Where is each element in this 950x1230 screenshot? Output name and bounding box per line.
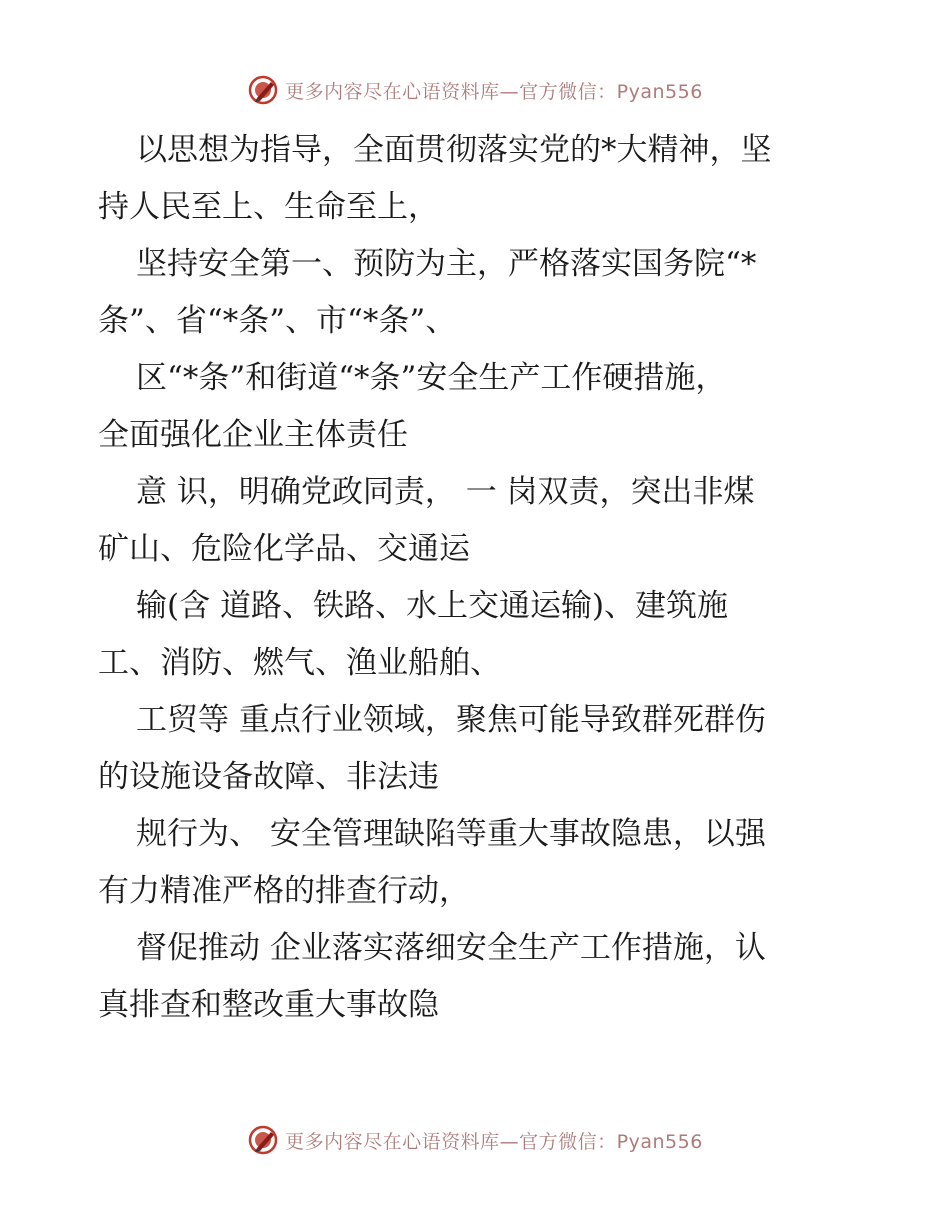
paragraph-5 xyxy=(98,578,858,692)
paragraph-line: 区“*条”和街道“*条”安全生产工作硬措施， xyxy=(136,360,727,396)
pen-seal-logo-icon xyxy=(247,74,279,106)
paragraph-line: 工贸等 重点行业领域，聚焦可能导致群死群伤 xyxy=(136,702,766,738)
paragraph-line: 全面强化企业主体责任 xyxy=(98,417,408,453)
paragraph-line: 真排查和整改重大事故隐 xyxy=(98,987,439,1023)
header-watermark-banner xyxy=(0,70,950,110)
paragraph-line: 持人民至上、生命至上， xyxy=(98,189,439,225)
footer-watermark-text: 更多内容尽在心语资料库—官方微信：Pyan556 xyxy=(285,1130,703,1153)
paragraph-line: 意 识，明确党政同责， 一 岗双责，突出非煤 xyxy=(136,474,755,510)
paragraph-line: 规行为、 安全管理缺陷等重大事故隐患，以强 xyxy=(136,816,766,852)
paragraph-4 xyxy=(98,464,858,578)
paragraph-7 xyxy=(98,806,858,920)
paragraph-line: 工、消防、燃气、渔业船舶、 xyxy=(98,645,501,681)
paragraph-line: 有力精准严格的排查行动， xyxy=(98,873,470,909)
header-watermark-text: 更多内容尽在心语资料库—官方微信：Pyan556 xyxy=(285,80,703,103)
paragraph-1 xyxy=(98,122,858,236)
paragraph-line: 督促推动 企业落实落细安全生产工作措施，认 xyxy=(136,930,766,966)
paragraph-line: 坚持安全第一、预防为主，严格落实国务院“* xyxy=(136,246,757,282)
paragraph-6 xyxy=(98,692,858,806)
paragraph-8 xyxy=(98,920,858,1034)
paragraph-line: 以思想为指导，全面贯彻落实党的*大精神，坚 xyxy=(136,132,772,168)
footer-watermark-banner xyxy=(0,1120,950,1160)
paragraph-line: 输(含 道路、铁路、水上交通运输)、建筑施 xyxy=(136,588,729,624)
paragraph-2 xyxy=(98,236,858,350)
paragraph-line: 的设施设备故障、非法违 xyxy=(98,759,439,795)
document-body xyxy=(98,122,858,1034)
pen-seal-logo-icon xyxy=(247,1124,279,1156)
paragraph-line: 矿山、危险化学品、交通运 xyxy=(98,531,470,567)
paragraph-3 xyxy=(98,350,858,464)
paragraph-line: 条”、省“*条”、市“*条”、 xyxy=(98,303,457,339)
